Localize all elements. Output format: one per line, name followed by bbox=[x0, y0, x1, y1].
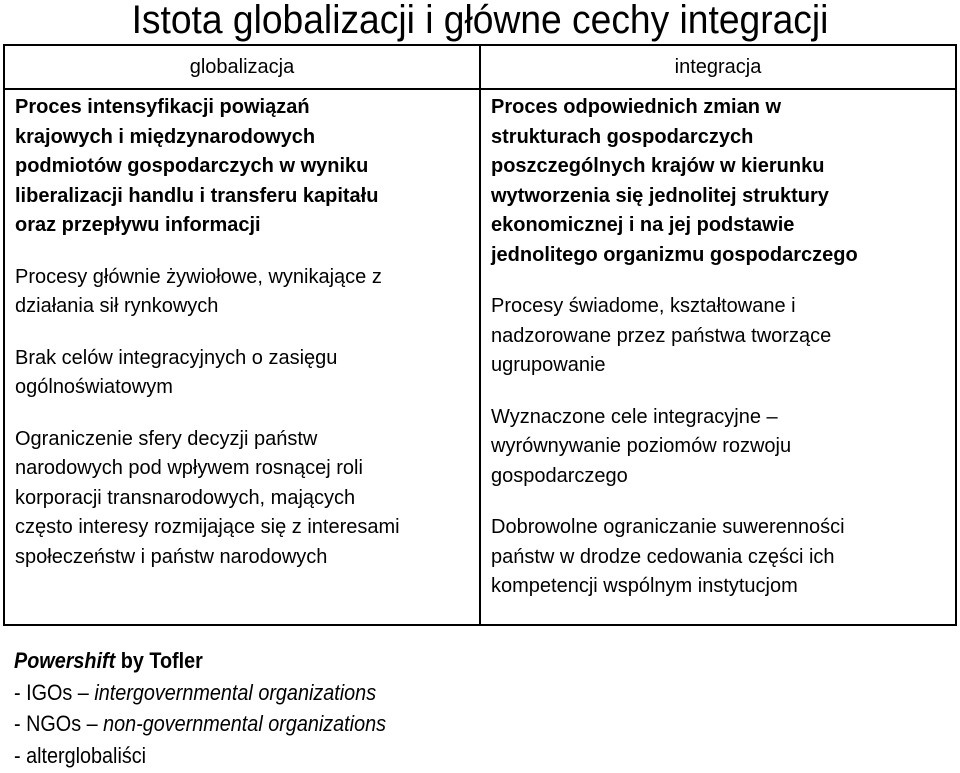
note-igos-desc: intergovernmental organizations bbox=[94, 679, 377, 705]
page-title: Istota globalizacji i główne cechy integracji bbox=[131, 0, 829, 42]
integracja-item: Dobrowolne ograniczanie suwerenności państw w drodze cedowania części ich kompetencji wspólnym instytucjom bbox=[491, 516, 845, 597]
integracja-column bbox=[480, 89, 956, 625]
by-tofler: by Tofler bbox=[115, 648, 203, 673]
notes-section bbox=[14, 645, 386, 771]
note-alter: - alterglobaliści bbox=[14, 742, 147, 768]
globalizacja-column bbox=[4, 89, 480, 625]
note-ngos bbox=[14, 708, 386, 740]
globalizacja-item: Ograniczenie sfery decyzji państw narodowych pod wpływem rosnącej roli korporacji transnarodowych, mających często interesy rozmijające się z interesami społeczeństw i państw narodowych bbox=[15, 427, 400, 568]
globalizacja-item: Brak celów integracyjnych o zasięgu ogólnoświatowym bbox=[15, 346, 338, 398]
globalizacja-item: Procesy głównie żywiołowe, wynikające z działania sił rynkowych bbox=[15, 265, 382, 317]
comparison-table bbox=[3, 44, 957, 626]
note-igos bbox=[14, 677, 386, 709]
globalizacja-item: Proces intensyfikacji powiązań krajowych i międzynarodowych podmiotów gospodarczych w wyniku liberalizacji handlu i transferu kapitału oraz przepływu informacji bbox=[15, 96, 379, 236]
integracja-item: Procesy świadome, kształtowane i nadzorowane przez państwa tworzące ugrupowanie bbox=[491, 295, 832, 376]
note-ngos-desc: non-governmental organizations bbox=[103, 711, 386, 736]
table-header-row bbox=[4, 45, 956, 89]
note-ngos-prefix: - NGOs – bbox=[14, 711, 104, 736]
table-body-row bbox=[4, 89, 956, 625]
header-integracja: integracja bbox=[480, 45, 956, 89]
notes-heading bbox=[14, 645, 386, 677]
header-globalizacja: globalizacja bbox=[4, 45, 480, 89]
note-igos-prefix: - IGOs – bbox=[14, 679, 95, 705]
integracja-item: Proces odpowiednich zmian w strukturach gospodarczych poszczególnych krajów w kierunku wytworzenia się jednolitej struktury ekonomicznej i na jej podstawie jednolitego organizmu gospodarczego bbox=[491, 96, 858, 266]
integracja-item: Wyznaczone cele integracyjne – wyrównywanie poziomów rozwoju gospodarczego bbox=[491, 405, 792, 487]
powershift-title: Powershift bbox=[14, 648, 116, 673]
